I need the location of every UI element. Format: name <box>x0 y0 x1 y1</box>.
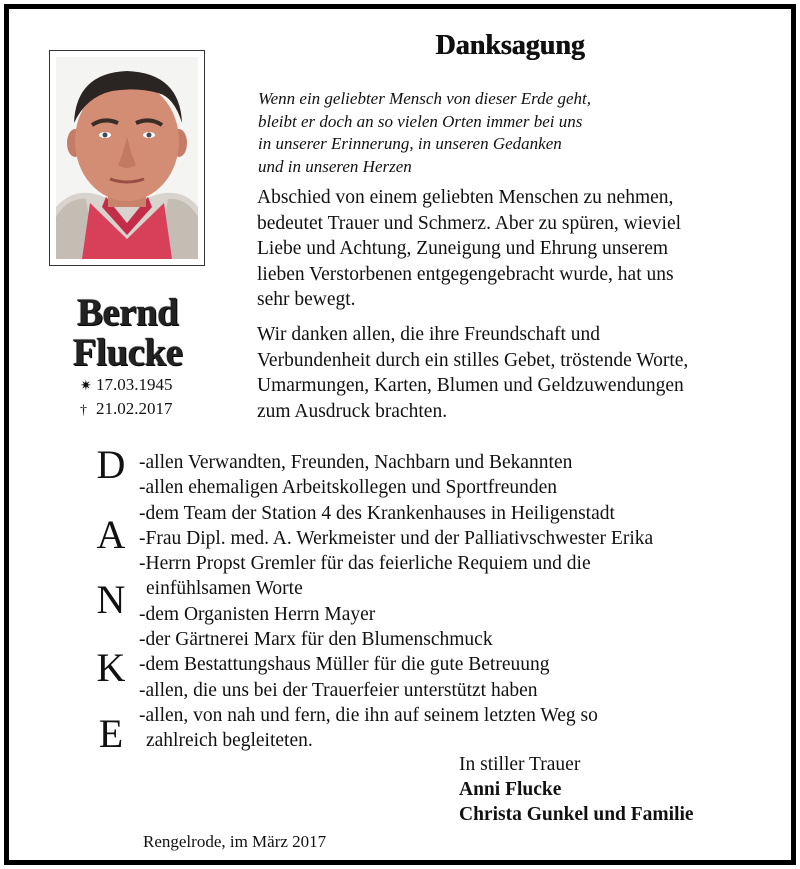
thanks-item: -Frau Dipl. med. A. Werkmeister und der Palliativschwester Erika <box>139 527 654 549</box>
poem-line: bleibt er doch an so vielen Orten immer bei uns <box>258 111 583 131</box>
last-name: Flucke <box>72 331 183 374</box>
thanks-item: -der Gärtnerei Marx für den Blumenschmuck <box>139 629 493 651</box>
place-date: Rengelrode, im März 2017 <box>143 832 327 851</box>
poem-line: Wenn ein geliebter Mensch von dieser Erde geht, <box>258 89 591 108</box>
thanks-item: -dem Bestattungshaus Müller für die gute Betreuung <box>139 654 550 676</box>
poem-line: und in unseren Herzen <box>258 156 412 176</box>
paragraph-line: bedeutet Trauer und Schmerz. Aber zu spüren, wieviel <box>257 212 682 234</box>
thanks-list <box>139 450 653 754</box>
paragraph-line: sehr bewegt. <box>257 289 356 310</box>
danke-letter: D <box>96 442 126 487</box>
thanks-item: -allen ehemaligen Arbeitskollegen und Sportfreunden <box>139 477 558 499</box>
paragraph-line: Verbundenheit durch ein stilles Gebet, tröstende Worte, <box>257 349 689 371</box>
birth-star-icon: ✷ <box>80 379 92 394</box>
paragraph-line: Wir danken allen, die ihre Freundschaft und <box>257 324 601 345</box>
thanks-item: -Herrn Propst Gremler für das feierliche Requiem und die <box>139 553 591 575</box>
paragraph-line: zum Ausdruck brachten. <box>257 400 448 422</box>
birth-date-line <box>80 374 173 398</box>
portrait-illustration <box>56 57 198 259</box>
signature-block <box>459 752 694 827</box>
thanks-item: -allen, von nah und fern, die ihn auf seinem letzten Weg so <box>139 704 598 726</box>
death-date: 21.02.2017 <box>96 399 173 418</box>
paragraph-line: Umarmungen, Karten, Blumen und Geldzuwendungen <box>257 375 684 396</box>
danke-letter: N <box>96 577 126 622</box>
poem <box>258 88 591 178</box>
thanks-item: einfühlsamen Worte <box>146 578 303 600</box>
danke-letter: K <box>96 645 126 690</box>
signature-intro: In stiller Trauer <box>459 754 581 775</box>
paragraph-line: lieben Verstorbenen entgegengebracht wurde, hat uns <box>257 263 674 285</box>
portrait-frame <box>49 50 205 266</box>
portrait-photo <box>56 57 198 259</box>
paragraph-line: Abschied von einem geliebten Menschen zu nehmen, <box>257 187 674 208</box>
paragraph-line: Liebe und Achtung, Zuneigung und Ehrung unserem <box>257 238 669 259</box>
notice-title: Danksagung <box>435 30 585 61</box>
thanks-item: zahlreich begleiteten. <box>146 730 313 752</box>
danke-letter: E <box>98 711 124 756</box>
death-date-line <box>80 398 173 422</box>
danke-letter: A <box>96 512 126 557</box>
death-cross-icon: † <box>80 403 87 418</box>
signature-name: Anni Flucke <box>459 779 562 800</box>
paragraph-thanks <box>257 322 757 424</box>
poem-line: in unserer Erinnerung, in unseren Gedanken <box>258 134 562 153</box>
thanks-item: -dem Organisten Herrn Mayer <box>139 603 376 625</box>
signature-name: Christa Gunkel und Familie <box>459 804 694 825</box>
thanks-item: -allen, die uns bei der Trauerfeier unterstützt haben <box>139 679 538 701</box>
first-name: Bernd <box>76 291 179 334</box>
birth-date: 17.03.1945 <box>96 375 173 394</box>
paragraph-farewell <box>257 185 757 313</box>
thanks-item: -dem Team der Station 4 des Krankenhauses in Heiligenstadt <box>139 502 615 524</box>
thanks-item: -allen Verwandten, Freunden, Nachbarn und Bekannten <box>139 452 573 473</box>
